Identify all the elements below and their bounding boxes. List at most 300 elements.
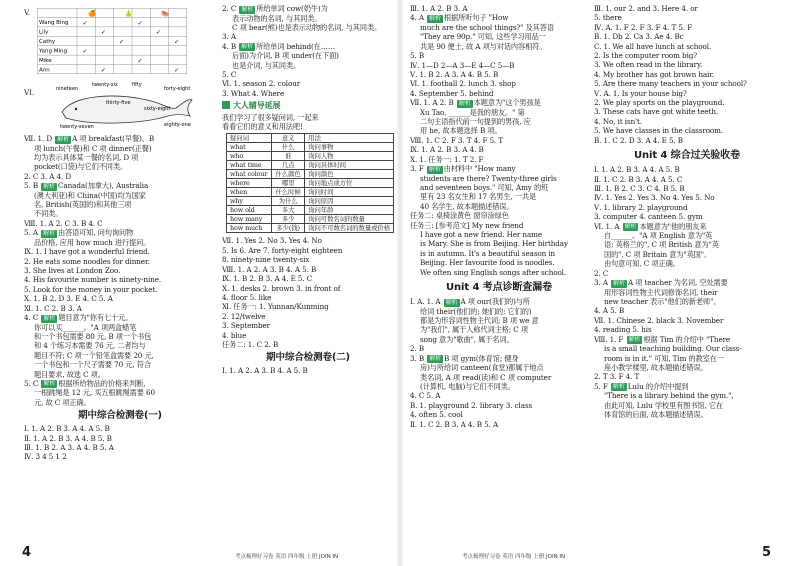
answer-text-rest: Canada(加拿大), Australia	[58, 181, 149, 191]
answer-line	[24, 153, 216, 162]
answer-text-rest: 根据所给物品的价格来判断,	[58, 378, 146, 388]
answer-text-rest: 由答语可知, 问句询问物	[57, 228, 134, 238]
answer-text: 2. C	[594, 268, 609, 278]
answer-text-rest: A 项 teacher 为名词, 空处需要	[627, 278, 728, 288]
answer-text: 3. B	[410, 353, 427, 363]
answer-text: 给词 their(他们的; 她们的; 它们的)	[420, 306, 532, 316]
answer-text: 4. A	[410, 13, 427, 23]
answer-line	[410, 202, 588, 211]
answer-line	[222, 23, 394, 32]
grid-check-mark: ✓	[82, 19, 88, 27]
answer-line	[410, 13, 588, 23]
answer-line	[410, 268, 588, 277]
answer-line	[222, 246, 394, 255]
table-row	[227, 215, 394, 224]
table-cell: 询问人物	[305, 152, 394, 161]
answer-text: much are the school things?" 及其答语	[420, 22, 554, 32]
answer-line	[594, 240, 780, 249]
grid-check-mark: ✓	[100, 66, 106, 74]
table-row	[227, 224, 394, 233]
col2-body	[222, 4, 394, 98]
answer-line	[410, 23, 588, 32]
answer-line	[24, 398, 216, 407]
answer-line	[410, 420, 588, 429]
grid-row-label: Lily	[39, 29, 49, 36]
table-cell: 多少(钱)	[272, 224, 305, 233]
answer-text: Ⅳ. A. 1. F 2. F 3. F 4. T 5. F	[594, 22, 693, 32]
answer-text: Ⅵ. 1. football 2. lunch 3. shop	[410, 79, 516, 89]
answer-text-rest: 根据 Tim 的介绍中 "There	[643, 334, 731, 344]
answer-text: Ⅱ. 1. A 2. B 3. A 4. B 5. B	[24, 433, 112, 443]
whale-number-figure	[52, 82, 202, 130]
answer-text: Ⅳ. 1. Yes 2. Yes 3. No 4. Yes 5. No	[594, 193, 715, 203]
answer-text: 5. Is 6. Are 7. forty-eight eighteen	[222, 245, 343, 255]
answer-text: 项 lunch(午餐)和 C 项 dinner(正餐)	[34, 143, 152, 153]
answer-line	[24, 452, 216, 461]
section-marker: V.	[24, 8, 31, 17]
analysis-tag: 解析	[613, 279, 625, 287]
answer-text: 自______。"A 项 English 意为"英	[604, 231, 713, 241]
answer-line	[410, 98, 588, 108]
answer-text: 不同类。	[34, 209, 63, 219]
whale-number-label: twenty-seven	[60, 124, 94, 130]
answer-text-rest: 由材料中 "How many	[443, 164, 516, 174]
answer-line	[24, 228, 216, 238]
answer-text: Ⅰ. 1. A 2. B 3. A 4. A 5. B	[594, 165, 680, 175]
answer-text: Ⅶ. 1. Yes 2. No 3. Yes 4. No	[222, 236, 322, 246]
answer-line	[24, 266, 216, 275]
answer-line	[24, 209, 216, 218]
answer-text: 体育馆的后面, 故本题描述错误。	[604, 410, 708, 420]
answer-text: 一根跳绳是 12 元, 买五根跳绳需要 60	[34, 388, 155, 398]
table-cell: what colour	[227, 170, 272, 179]
analysis-tag: 解析	[445, 298, 458, 306]
page-number-right: 5	[762, 545, 772, 560]
answer-text: B. 1. playground 2. library 3. class	[410, 400, 533, 410]
answer-line	[594, 372, 780, 381]
answer-line	[410, 126, 588, 135]
answer-text: Ⅷ. 1. A 2. C 3. B 4. C	[24, 218, 103, 228]
answer-text: 8. ninety-nine twenty-six	[222, 255, 310, 265]
answer-text: Ⅸ. 1. A 2. B 3. A 4. B	[410, 145, 484, 155]
answer-text: 3. computer 4. canteen 5. gym	[594, 212, 703, 222]
answer-text-rest: 题目意为"你有七十元。	[58, 313, 133, 322]
answer-text: Ⅱ. 1. C 2. B 3. A 4. A 5. C	[594, 174, 683, 184]
answer-text: 用形容词性物主代词修饰名词, their	[604, 287, 718, 297]
grid-check-mark: ✓	[155, 29, 161, 37]
analysis-tag: 解析	[612, 383, 625, 391]
answer-line	[594, 382, 780, 392]
answer-text: 5. B	[24, 181, 41, 191]
answer-line	[222, 32, 394, 41]
answer-text: 4. A 5. B	[594, 306, 625, 316]
answer-line	[410, 70, 588, 79]
answer-line	[410, 316, 588, 325]
answer-text: Ⅵ. 1. A	[594, 221, 622, 231]
answer-text: Ⅵ. 1. season 2. colour	[222, 79, 301, 89]
col1-after	[24, 424, 216, 462]
answer-line	[594, 60, 780, 69]
table-row	[227, 152, 394, 161]
analysis-tag: 解析	[241, 5, 254, 13]
answer-text: 我们学习了很多疑问词, 一起来	[222, 112, 319, 122]
answer-line	[24, 285, 216, 294]
table-cell: 多少	[272, 215, 305, 224]
answer-text-rest: B 项 gym(体育馆; 健身	[444, 353, 519, 363]
answer-text: Beijing. Her favourite food is noodles.	[420, 258, 555, 268]
answer-line	[410, 155, 588, 164]
answer-text: 座小教学楼里, 故本题描述错误。	[604, 362, 708, 372]
answer-line	[594, 297, 780, 306]
table-cell: 询问事物	[305, 143, 394, 152]
answer-line	[594, 288, 780, 297]
answer-text: 2. C	[222, 4, 239, 13]
answer-text: Ⅰ. 1. A 2. B 3. A 4. A 5. B	[24, 424, 110, 434]
answer-line	[24, 424, 216, 433]
answer-text-rest: 所给单词 cow(奶牛)为	[256, 4, 328, 13]
answer-line	[222, 255, 394, 264]
answer-line	[594, 410, 780, 419]
table-cell: what	[227, 143, 272, 152]
answer-line	[24, 360, 216, 369]
answer-line	[594, 13, 780, 22]
answer-text: 5. Are there many teachers in your school?	[594, 79, 747, 89]
answer-text: 5. C	[222, 70, 237, 80]
answer-text: Ⅳ. 1—D 2—A 3—E 4—C 5—B	[410, 60, 515, 70]
table-row	[227, 179, 394, 188]
table-row	[227, 206, 394, 215]
answer-text: 2. C 3. A 4. D	[24, 171, 72, 181]
question-words-table	[226, 133, 394, 233]
answer-text-rest: 本题意为"这个男孩是	[473, 98, 541, 108]
table-cell: where	[227, 179, 272, 188]
grid-check-mark: ✓	[174, 66, 180, 74]
table-cell: when	[227, 188, 272, 197]
answer-line	[594, 316, 780, 325]
answer-line	[594, 306, 780, 315]
answer-text: song 意为"歌曲", 属于名词。	[420, 334, 514, 344]
grid-check-mark: ✓	[174, 38, 180, 46]
answer-line	[24, 443, 216, 452]
answer-line	[24, 323, 216, 332]
grid-header-icon: 🍊	[88, 9, 97, 18]
grid-check-mark: ✓	[100, 29, 106, 37]
answer-text: Ⅷ. 1. A 2. A 3. B 4. A 5. B	[222, 264, 317, 274]
analysis-tag: 解析	[429, 14, 441, 22]
analysis-tag: 解析	[624, 223, 637, 231]
answer-line	[594, 335, 780, 345]
answer-text: Ⅲ. 1. our 2. and 3. Here 4. or	[594, 4, 698, 13]
answer-line	[222, 284, 394, 293]
analysis-tag: 解析	[57, 135, 70, 143]
answer-line	[24, 275, 216, 284]
answer-text: 品价格, 应用 how much 进行提问。	[34, 237, 151, 247]
answer-text: (计算机, 电脑)与它们不同类。	[420, 381, 515, 391]
answer-line	[222, 265, 394, 274]
answer-text: Ⅺ. 1. C 2. B 3. A	[24, 303, 82, 313]
answer-line	[594, 107, 780, 116]
answer-line	[222, 14, 394, 23]
answer-line	[24, 238, 216, 247]
col4-after	[594, 165, 780, 419]
answer-line	[594, 278, 780, 288]
answer-line	[222, 70, 394, 79]
answer-text: 4. My brother has got brown hair.	[594, 69, 714, 79]
answer-text: 3. F	[410, 164, 426, 174]
answer-line	[222, 302, 394, 311]
page-number-left: 4	[22, 545, 32, 560]
answer-text: We often sing English songs after school.	[420, 267, 567, 277]
unit4-diagnosis-title: Unit 4 考点诊断查漏卷	[446, 282, 552, 294]
answer-line	[410, 164, 588, 174]
answer-text: 5. C	[24, 378, 41, 388]
answer-text: Ⅲ. 1. A 2. B 3. A	[410, 4, 468, 13]
answer-text: Ⅰ. A. 1. A	[410, 297, 443, 307]
answer-line	[222, 340, 394, 349]
answer-text: 房)与所给词 canteen(食堂)都属于地点	[420, 363, 544, 373]
table-cell: 询问原因	[305, 197, 394, 206]
answer-text: "They are 90p." 可知, 这些学习用品一	[420, 32, 546, 42]
table-cell: 什么时候	[272, 188, 305, 197]
answer-text: (澳大利亚)和 China(中国)均为国家	[34, 190, 146, 200]
answer-text: students are there? Twenty-three girls	[420, 173, 557, 183]
analysis-tag: 解析	[43, 229, 55, 237]
answer-text: 3. She lives at London Zoo.	[24, 265, 121, 275]
answer-line	[410, 373, 588, 382]
answer-text: Ⅷ. 1. C 2. F 3. T 4. F 5. T	[410, 135, 504, 145]
answer-text: 2. 12/twelve	[222, 311, 266, 321]
answer-text: Ⅰ. 1. A 2. A 3. B 4. A 5. B	[222, 366, 308, 376]
grid-header-icon: 🍐	[124, 9, 133, 18]
answer-text: 3. What 4. Where	[222, 88, 285, 98]
answer-line	[594, 354, 780, 363]
answer-line	[594, 222, 780, 232]
answer-line	[410, 410, 588, 419]
answer-line	[222, 331, 394, 340]
table-cell: why	[227, 197, 272, 206]
answer-text: 均为表示具体某一餐的名词, D 项	[34, 152, 139, 162]
answer-text: Ⅹ. 1. desks 2. brown 3. in front of	[222, 283, 341, 293]
answer-line	[594, 42, 780, 51]
grid-row-label: Wang Bing	[39, 20, 69, 27]
answer-line	[594, 70, 780, 79]
extension-intro	[222, 113, 394, 132]
answer-line	[410, 258, 588, 267]
answer-line	[594, 325, 780, 334]
table-header-cell: 疑问词	[227, 134, 272, 143]
answer-text: 任务二: 桌椅涂黄色 窗帘涂绿色	[410, 211, 509, 221]
answer-text: 4. C 5. A	[410, 391, 441, 401]
answer-text: C. 1. We all have lunch at school.	[594, 41, 712, 51]
answer-text-rest: 根据所听句子 "How	[443, 13, 509, 23]
answer-line	[24, 304, 216, 313]
table-cell: 询问年龄	[305, 206, 394, 215]
answer-text: 5. Look for the money in your pocket.	[24, 284, 158, 294]
whale-number-label: sixty-eight	[144, 106, 171, 112]
answer-line	[594, 259, 780, 268]
answer-line	[410, 401, 588, 410]
answer-text: 4. often 5. cool	[410, 410, 463, 420]
table-cell: what time	[227, 161, 272, 170]
answer-line	[594, 32, 780, 41]
answer-line	[222, 274, 394, 283]
table-cell: who	[227, 152, 272, 161]
table-cell: 询问具体时间	[305, 161, 394, 170]
table-cell: 询问地点或方位	[305, 179, 394, 188]
answer-text: Ⅴ. 1. library 2. playground	[594, 202, 688, 212]
extension-title: 大人辅导延展	[222, 101, 394, 110]
answer-line	[24, 200, 216, 209]
answer-line	[594, 165, 780, 174]
answer-text: and seventeen boys." 可知, Amy 的班	[420, 183, 549, 192]
answer-text: 语; 英格兰的", C 项 British 意为"英	[604, 240, 719, 250]
answer-line	[594, 212, 780, 221]
grid-header-icon: 🍉	[161, 9, 170, 18]
answer-text-rest: A 项 breakfast(早餐)、B	[72, 134, 155, 143]
answer-text: 4. blue	[222, 330, 247, 340]
analysis-tag: 解析	[628, 336, 641, 344]
answer-text: I have got a new friend. Her name	[420, 230, 543, 240]
answer-line	[594, 203, 780, 212]
answer-text: Ⅺ. 任务一: 1. Yunnan/Kunming	[222, 302, 329, 312]
answer-line	[24, 191, 216, 200]
answer-line	[594, 89, 780, 98]
answer-text: 一个书包和一个尺子需要 70 元, 符合	[34, 360, 151, 370]
answer-text: 4. His favourite number is ninety-nine.	[24, 275, 162, 285]
analysis-tag: 解析	[43, 314, 56, 322]
answer-line	[594, 79, 780, 88]
answer-text: 2. We play sports on the playground.	[594, 98, 725, 108]
answer-text: 都是为形容词性物主代词; B 项 we 意	[420, 315, 539, 325]
answer-text: 5. We have classes in the classroom.	[594, 126, 724, 136]
answer-line	[410, 145, 588, 154]
answer-text: 40 名学生, 故本题描述错误。	[420, 201, 514, 211]
answer-line	[222, 51, 394, 60]
answer-line	[594, 4, 780, 13]
answer-text: 用 he, 故本题选择 B 项。	[420, 126, 502, 136]
answer-line	[410, 32, 588, 41]
grid-row-label: Yang Ming	[39, 48, 67, 55]
answer-line	[24, 219, 216, 228]
answer-line	[222, 312, 394, 321]
answer-text: 共是 90 便士, 故 A 项与对话内容相符。	[420, 41, 547, 51]
left-col-2	[222, 4, 394, 376]
answer-text: 也是介词, 与其同类。	[232, 60, 301, 70]
answer-text-rest: A 项 our(我们的)与所	[460, 297, 530, 307]
answer-line	[222, 42, 394, 52]
answer-line	[222, 321, 394, 330]
answer-line	[410, 239, 588, 248]
answer-line	[410, 51, 588, 60]
table-cell: 几点	[272, 161, 305, 170]
section-marker: VI.	[24, 88, 35, 97]
grid-row-label: Mike	[39, 57, 52, 64]
answer-text: 名, British(英国的)和其他三项	[34, 200, 132, 210]
answer-text: "There is a library behind the gym.",	[604, 391, 734, 401]
answer-text: 4. floor 5. like	[222, 292, 272, 302]
analysis-tag: 解析	[428, 165, 441, 173]
answer-text: 和 4 个练习本需要 76 元, 二者均与	[34, 341, 146, 351]
answer-text: 4. B	[222, 41, 239, 51]
grid-check-mark: ✓	[137, 57, 143, 65]
answer-text: 国的", C 项 Britain 意为"英国"。	[604, 249, 712, 259]
col4-body	[594, 4, 780, 145]
table-cell: 什么	[272, 143, 305, 152]
answer-text: Ⅲ. 1. B 2. A 3. A 4. B 5. A	[24, 443, 114, 453]
col3-body	[410, 4, 588, 277]
analysis-tag: 解析	[458, 99, 471, 107]
analysis-tag: 解析	[241, 43, 254, 51]
table-cell: 谁	[272, 152, 305, 161]
answer-text: 3. A	[222, 32, 236, 42]
answer-text: 3. September	[222, 321, 270, 331]
answer-line	[222, 293, 394, 302]
extension-badge-icon	[222, 101, 230, 109]
table-cell: how many	[227, 215, 272, 224]
table-cell: 询问可数名词的数量	[305, 215, 394, 224]
answer-text: 表示动物的名词, 与其同类。	[232, 13, 322, 23]
table-cell: 多大	[272, 206, 305, 215]
answer-line	[24, 257, 216, 266]
answer-text: Ⅶ. 1. Chinese 2. black 3. November	[594, 315, 724, 325]
page-gutter	[396, 0, 404, 566]
answer-text: 由此可知, Lulu 学校里有图书馆, 它在	[604, 400, 723, 410]
answer-text: room is in it." 可知, Tim 的教室在一	[604, 353, 724, 363]
answer-line	[410, 249, 588, 258]
answer-line	[410, 108, 588, 117]
answer-line	[594, 401, 780, 410]
grid-row-label: Cathy	[39, 39, 56, 46]
answer-line	[24, 351, 216, 360]
answer-line	[24, 294, 216, 303]
col1-body	[24, 134, 216, 407]
col2-after	[222, 236, 394, 349]
answer-text: is a small teaching building. Our class-	[604, 344, 742, 354]
answer-text: Ⅶ. 1. D	[24, 134, 55, 143]
answer-text: 2. B	[410, 344, 425, 354]
whale-number-label: nineteen	[56, 86, 79, 92]
col3-after	[410, 297, 588, 429]
answer-text: B. 1. Db 2. Ca 3. Ae 4. Bc	[594, 32, 684, 42]
right-col-4	[594, 4, 780, 419]
whale-number-label: twenty-six	[92, 82, 118, 88]
answer-line	[410, 354, 588, 364]
answer-text: 3. We often read in the library.	[594, 60, 703, 70]
answer-line	[222, 4, 394, 14]
answer-line	[410, 136, 588, 145]
answer-line	[222, 366, 394, 375]
whale-number-label: eighty-one	[164, 122, 191, 128]
answer-line	[594, 184, 780, 193]
answer-line	[24, 388, 216, 397]
answer-text: 5. A	[24, 228, 41, 238]
answer-text: 5. there	[594, 13, 622, 23]
grid-check-mark: ✓	[119, 38, 125, 46]
answer-text: 任务二: 1. C 2. B	[222, 339, 279, 349]
answer-line	[594, 391, 780, 400]
answer-line	[594, 126, 780, 135]
answer-text: 为"我们", 属于人称代词主格; C 项	[420, 325, 528, 335]
answer-line	[594, 117, 780, 126]
answer-line	[594, 250, 780, 259]
answer-line	[410, 363, 588, 372]
answer-line	[222, 61, 394, 70]
answer-line	[594, 51, 780, 60]
answer-text: Ⅶ. 1. A 2. B	[410, 98, 456, 108]
answer-text: 4. reading 5. his	[594, 325, 652, 335]
analysis-tag: 解析	[429, 355, 442, 363]
answer-line	[222, 79, 394, 88]
